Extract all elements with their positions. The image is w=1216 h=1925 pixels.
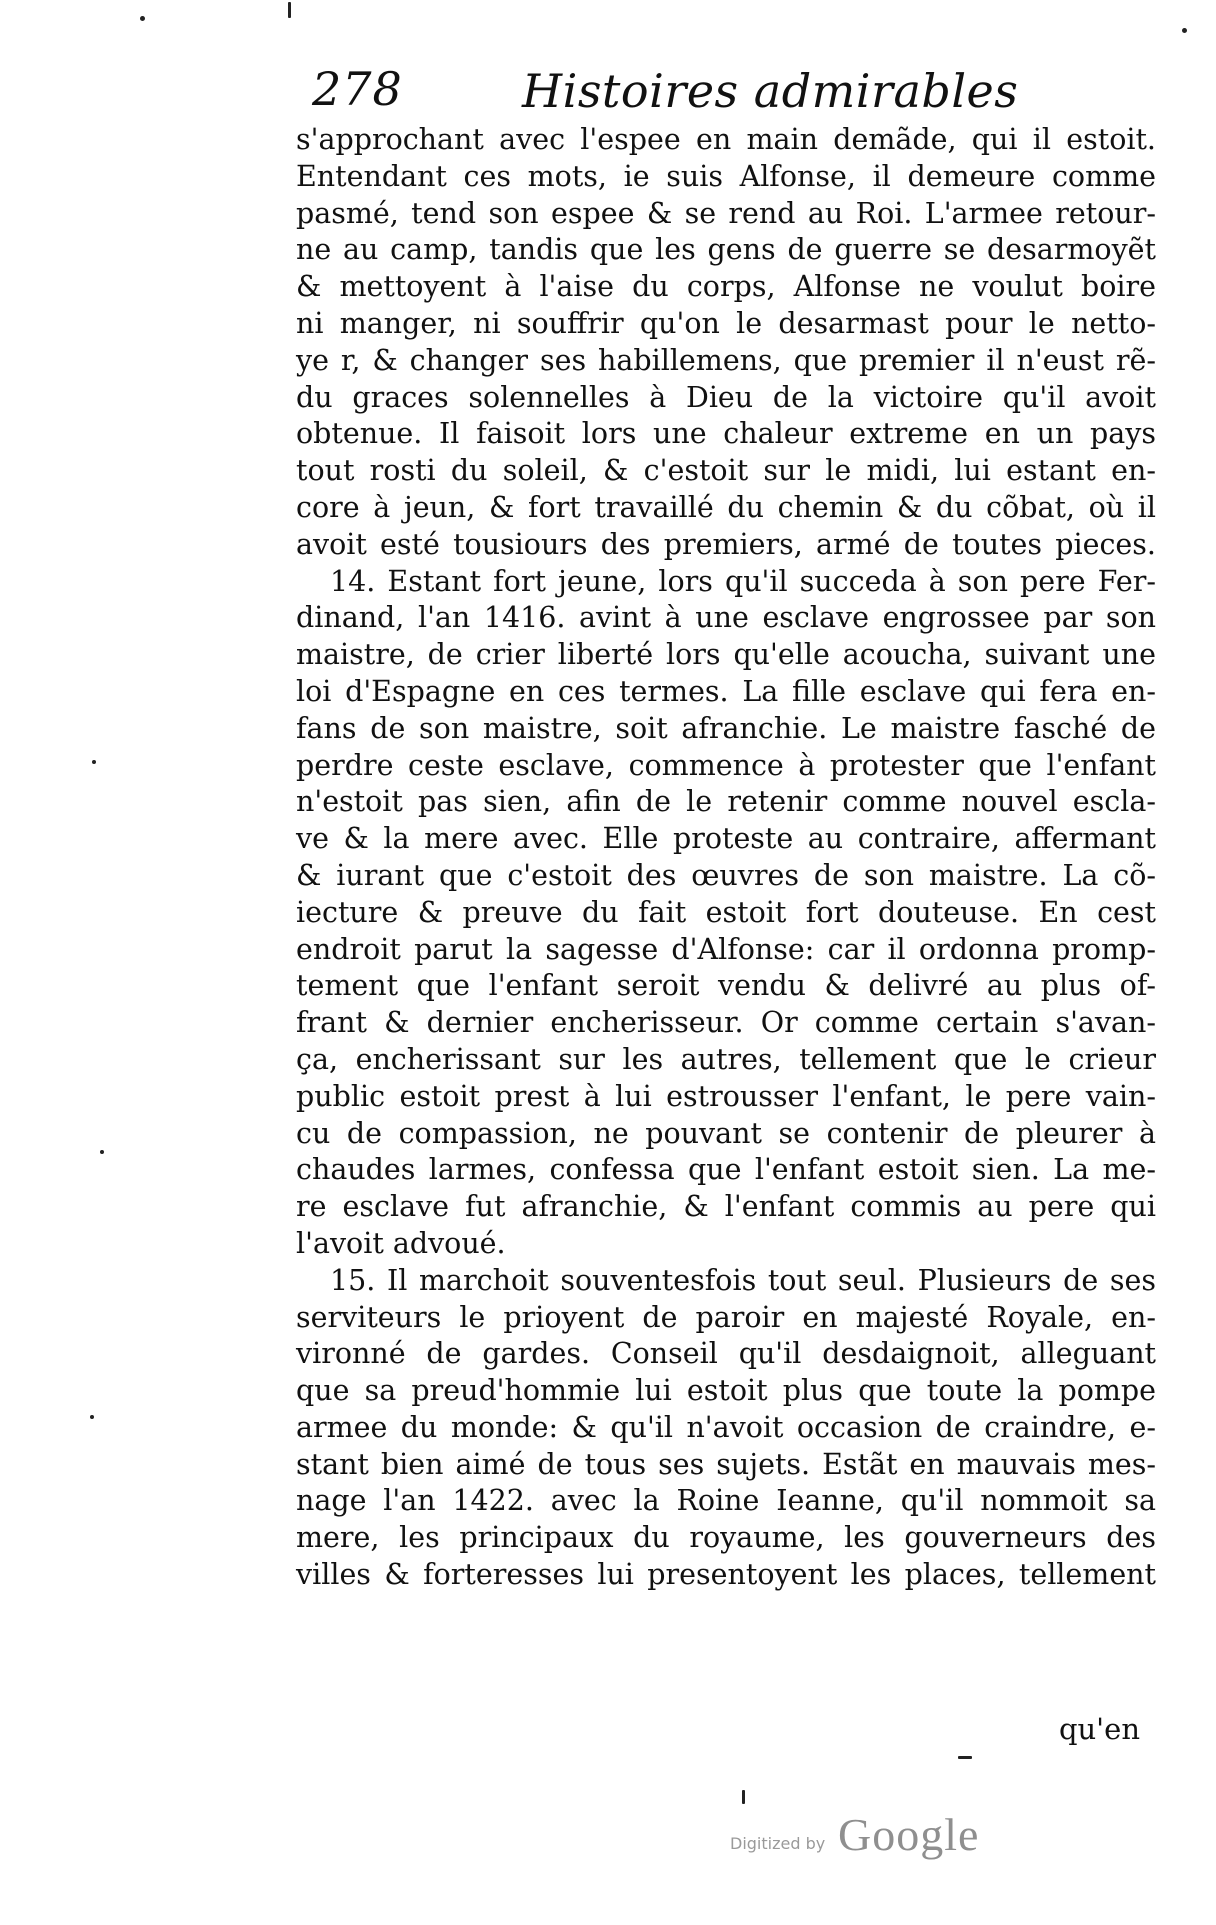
body-text [296,122,1156,1594]
text-line: tout rosti du soleil, & c'estoit sur le midi, lui estant en- [296,454,1156,488]
text-line: s'approchant avec l'espee en main demãde, qui il estoit. [296,123,1156,156]
running-head [312,62,1152,122]
text-line: serviteurs le prioyent de paroir en majesté Royale, en- [296,1300,1156,1334]
google-logo: Google [838,1809,980,1860]
text-line: vironné de gardes. Conseil qu'il desdaignoit, alleguant [296,1337,1156,1371]
scan-speck [1182,28,1187,33]
text-line: ça, encherissant sur les autres, tellement que le crieur [296,1042,1156,1076]
text-line: que sa preud'hommie lui estoit plus que toute la pompe [296,1374,1156,1408]
text-line: ne au camp, tandis que les gens de guerre se desarmoyẽt [296,233,1156,267]
text-line: villes & forteresses lui presentoyent les places, tellement [296,1558,1156,1592]
text-line: nage l'an 1422. avec la Roine Ieanne, qu'il nommoit sa [296,1484,1156,1518]
text-line: pasmé, tend son espee & se rend au Roi. L'armee retour- [296,196,1156,230]
text-line: ye r, & changer ses habillemens, que premier il n'eust rẽ- [296,343,1156,377]
scan-speck [90,1415,94,1419]
text-line: chaudes larmes, confessa que l'enfant estoit sien. La me- [296,1153,1156,1187]
text-line: obtenue. Il faisoit lors une chaleur extreme en un pays [296,417,1156,451]
text-line: loi d'Espagne en ces termes. La fille esclave qui fera en- [296,674,1156,708]
text-line: avoit esté tousiours des premiers, armé de toutes pieces. [296,527,1156,561]
text-line: l'avoit advoué. [296,1226,506,1260]
text-line: core à jeun, & fort travaillé du chemin & du cõbat, où il [296,490,1156,524]
digitized-by-label: Digitized by [730,1834,826,1853]
scan-speck [742,1790,745,1804]
text-line: fans de son maistre, soit afranchie. Le maistre fasché de [296,711,1156,745]
scan-speck [100,1150,104,1154]
text-line: stant bien aimé de tous ses sujets. Estãt en mauvais mes- [296,1447,1156,1481]
text-line: tement que l'enfant seroit vendu & delivré au plus of- [296,969,1156,1003]
text-line: public estoit prest à lui estrousser l'enfant, le pere vain- [296,1079,1156,1113]
text-line: ni manger, ni souffrir qu'on le desarmast pour le netto- [296,306,1156,340]
scan-speck [140,16,145,21]
catchword: qu'en [1058,1712,1140,1746]
paragraph-14-start: 14. Estant fort jeune, lors qu'il succeda à son pere Fer- [330,564,1156,598]
scan-speck [958,1756,972,1759]
text-line: dinand, l'an 1416. avint à une esclave engrossee par son [296,601,1156,635]
text-line: ve & la mere avec. Elle proteste au contraire, affermant [296,822,1156,856]
text-line: n'estoit pas sien, afin de le retenir comme nouvel escla- [296,785,1156,819]
text-line: maistre, de crier liberté lors qu'elle acoucha, suivant une [296,638,1156,672]
paragraph-15-start: 15. Il marchoit souventesfois tout seul. Plusieurs de ses [330,1263,1156,1297]
text-line: cu de compassion, ne pouvant se contenir de pleurer à [296,1116,1156,1150]
scan-speck [288,2,291,18]
text-line: perdre ceste esclave, commence à protester que l'enfant [296,748,1156,782]
scan-speck [92,760,96,764]
page-number: 278 [312,62,403,116]
text-line: iecture & preuve du fait estoit fort douteuse. En cest [296,895,1156,929]
running-title: Histoires admirables [522,64,1019,118]
text-line: mere, les principaux du royaume, les gouverneurs des [296,1521,1156,1555]
text-line: endroit parut la sagesse d'Alfonse: car il ordonna promp- [296,932,1156,966]
text-line: re esclave fut afranchie, & l'enfant commis au pere qui [296,1190,1156,1224]
text-line: & iurant que c'estoit des œuvres de son maistre. La cõ- [296,858,1156,892]
text-line: & mettoyent à l'aise du corps, Alfonse ne voulut boire [296,270,1156,304]
google-watermark [730,1808,1030,1868]
text-line: Entendant ces mots, ie suis Alfonse, il demeure comme [296,159,1156,193]
text-line: frant & dernier encherisseur. Or comme certain s'avan- [296,1006,1156,1040]
text-line: armee du monde: & qu'il n'avoit occasion de craindre, e- [296,1410,1156,1444]
text-line: du graces solennelles à Dieu de la victoire qu'il avoit [296,380,1156,414]
